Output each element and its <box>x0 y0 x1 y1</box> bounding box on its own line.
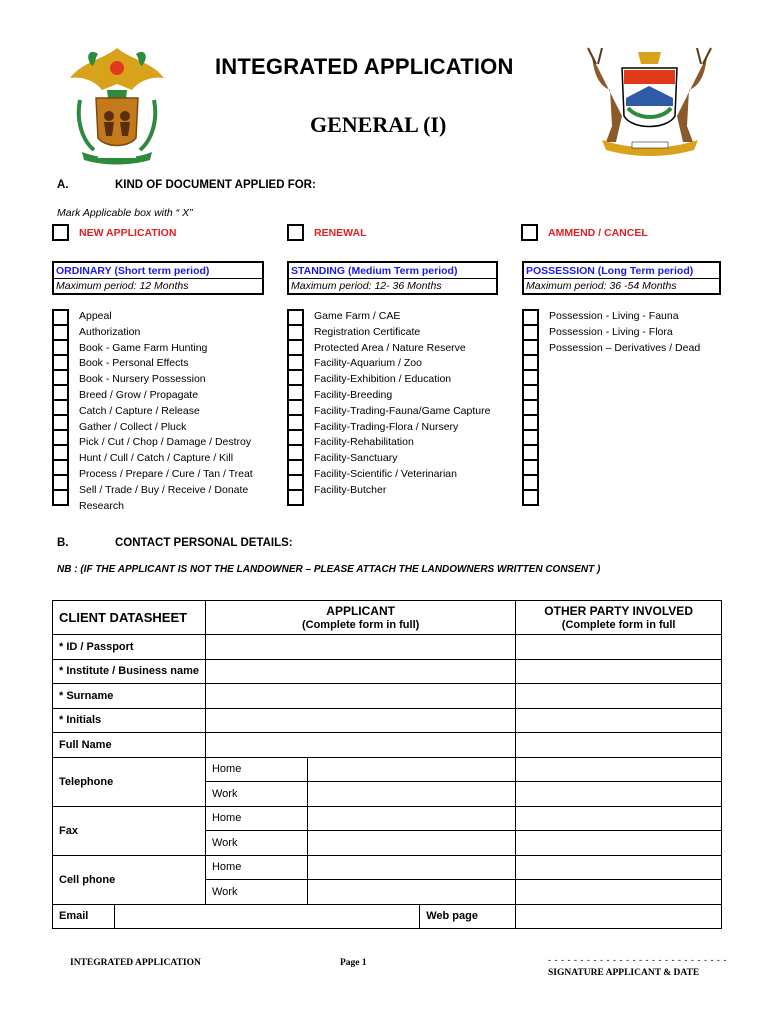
institute-label: * Institute / Business name <box>53 659 206 684</box>
other-initials-field[interactable] <box>516 708 722 733</box>
fax-work-label: Work <box>205 831 307 856</box>
cell-work-label: Work <box>205 880 307 905</box>
list-item: Facility-Butcher <box>314 483 387 496</box>
section-a-title: KIND OF DOCUMENT APPLIED FOR: <box>115 179 316 191</box>
standing-checkbox[interactable] <box>287 489 304 506</box>
list-item: Facility-Scientific / Veterinarian <box>314 467 457 480</box>
other-cell-home-field[interactable] <box>516 855 722 880</box>
list-item: Facility-Rehabilitation <box>314 436 414 449</box>
other-id-passport-field[interactable] <box>516 635 722 660</box>
ordinary-category-title: ORDINARY (Short term period) <box>56 265 210 277</box>
client-datasheet-title: CLIENT DATASHEET <box>53 601 206 635</box>
list-item: Appeal <box>79 310 112 322</box>
list-item: Facility-Aquarium / Zoo <box>314 357 422 370</box>
cell-home-label: Home <box>205 855 307 880</box>
applicant-header: APPLICANT (Complete form in full) <box>205 601 515 635</box>
list-item: Book - Personal Effects <box>79 357 189 370</box>
list-item: Game Farm / CAE <box>314 310 401 322</box>
list-item: Facility-Trading-Flora / Nursery <box>314 420 459 433</box>
applicant-institute-field[interactable] <box>205 659 515 684</box>
web-page-label: Web page <box>420 904 516 929</box>
list-item: Breed / Grow / Propagate <box>79 388 199 401</box>
fax-home-label: Home <box>205 806 307 831</box>
cell-phone-label: Cell phone <box>53 855 206 904</box>
list-item: Registration Certificate <box>314 325 421 338</box>
list-item: Process / Prepare / Cure / Tan / Treat <box>79 467 253 480</box>
possession-category-box <box>522 261 721 295</box>
document-title: INTEGRATED APPLICATION <box>215 54 514 79</box>
telephone-home-label: Home <box>205 757 307 782</box>
applicant-telephone-home-field[interactable] <box>307 757 516 782</box>
applicant-telephone-work-field[interactable] <box>307 782 516 807</box>
web-page-field[interactable] <box>516 904 722 929</box>
list-item: Possession - Living - Fauna <box>549 310 679 322</box>
email-label: Email <box>53 904 115 929</box>
ordinary-items-list <box>79 309 253 514</box>
list-item: Authorization <box>79 325 141 338</box>
sa-coat-of-arms-emblem <box>62 40 172 166</box>
fax-label: Fax <box>53 806 206 855</box>
mark-box-note: Mark Applicable box with “ X” <box>57 207 193 219</box>
other-fax-home-field[interactable] <box>516 806 722 831</box>
other-full-name-field[interactable] <box>516 733 722 758</box>
ordinary-checkbox-column <box>52 309 69 506</box>
new-application-label: NEW APPLICATION <box>79 227 177 239</box>
amend-cancel-checkbox[interactable] <box>521 224 538 241</box>
possession-category-title: POSSESSION (Long Term period) <box>526 265 694 277</box>
other-institute-field[interactable] <box>516 659 722 684</box>
ordinary-period: Maximum period: 12 Months <box>56 280 189 292</box>
provincial-coat-of-arms-emblem <box>582 46 717 158</box>
renewal-label: RENEWAL <box>314 227 367 239</box>
landowner-consent-note: NB : (IF THE APPLICANT IS NOT THE LANDOWNER – PLEASE ATTACH THE LANDOWNERS WRITTEN CONSENT ) <box>57 564 601 575</box>
standing-checkbox-column <box>287 309 304 506</box>
section-a-letter: A. <box>57 179 69 191</box>
applicant-cell-home-field[interactable] <box>307 855 516 880</box>
list-item: Catch / Capture / Release <box>79 404 200 417</box>
footer-doc-name: INTEGRATED APPLICATION <box>70 958 201 968</box>
applicant-fax-home-field[interactable] <box>307 806 516 831</box>
applicant-full-name-field[interactable] <box>205 733 515 758</box>
list-item: Facility-Sanctuary <box>314 452 398 465</box>
full-name-label: Full Name <box>53 733 206 758</box>
list-item: Hunt / Cull / Catch / Capture / Kill <box>79 452 234 465</box>
standing-items-list <box>314 309 490 499</box>
possession-checkbox[interactable] <box>522 489 539 506</box>
applicant-surname-field[interactable] <box>205 684 515 709</box>
standing-category-title: STANDING (Medium Term period) <box>291 265 458 277</box>
amend-cancel-label: AMMEND / CANCEL <box>548 227 648 239</box>
other-telephone-home-field[interactable] <box>516 757 722 782</box>
applicant-initials-field[interactable] <box>205 708 515 733</box>
footer-page-number: Page 1 <box>340 958 367 968</box>
other-fax-work-field[interactable] <box>516 831 722 856</box>
section-b-title: CONTACT PERSONAL DETAILS: <box>115 537 293 549</box>
list-item: Book - Game Farm Hunting <box>79 341 208 354</box>
list-item: Facility-Trading-Fauna/Game Capture <box>314 404 491 417</box>
list-item: Facility-Breeding <box>314 388 393 401</box>
client-datasheet-table <box>52 600 722 929</box>
possession-checkbox-column <box>522 309 539 506</box>
new-application-checkbox[interactable] <box>52 224 69 241</box>
initials-label: * Initials <box>53 708 206 733</box>
list-item: Possession – Derivatives / Dead <box>549 341 701 354</box>
possession-items-list <box>549 309 700 356</box>
document-subtitle: GENERAL (I) <box>310 112 447 137</box>
standing-category-box <box>287 261 498 295</box>
standing-period: Maximum period: 12- 36 Months <box>291 280 442 292</box>
other-cell-work-field[interactable] <box>516 880 722 905</box>
possession-period: Maximum period: 36 -54 Months <box>526 280 677 292</box>
list-item: Possession - Living - Flora <box>549 325 673 338</box>
signature-label: SIGNATURE APPLICANT & DATE <box>548 968 700 978</box>
telephone-work-label: Work <box>205 782 307 807</box>
id-passport-label: * ID / Passport <box>53 635 206 660</box>
ordinary-checkbox[interactable] <box>52 489 69 506</box>
section-b-letter: B. <box>57 537 69 549</box>
list-item: Book - Nursery Possession <box>79 373 206 386</box>
surname-label: * Surname <box>53 684 206 709</box>
signature-line: - - - - - - - - - - - - - - - - - - - - - - - - - - - - <box>548 955 727 965</box>
renewal-checkbox[interactable] <box>287 224 304 241</box>
list-item: Sell / Trade / Buy / Receive / Donate <box>79 483 249 496</box>
other-party-header: OTHER PARTY INVOLVED (Complete form in full <box>516 601 722 635</box>
applicant-id-passport-field[interactable] <box>205 635 515 660</box>
applicant-fax-work-field[interactable] <box>307 831 516 856</box>
other-telephone-work-field[interactable] <box>516 782 722 807</box>
other-surname-field[interactable] <box>516 684 722 709</box>
list-item: Protected Area / Nature Reserve <box>314 341 466 354</box>
telephone-label: Telephone <box>53 757 206 806</box>
email-field[interactable] <box>115 904 420 929</box>
ordinary-category-box <box>52 261 264 295</box>
list-item: Facility-Exhibition / Education <box>314 373 452 386</box>
list-item: Gather / Collect / Pluck <box>79 420 187 433</box>
list-item: Pick / Cut / Chop / Damage / Destroy <box>79 436 252 449</box>
applicant-cell-work-field[interactable] <box>307 880 516 905</box>
list-item: Research <box>79 499 124 512</box>
